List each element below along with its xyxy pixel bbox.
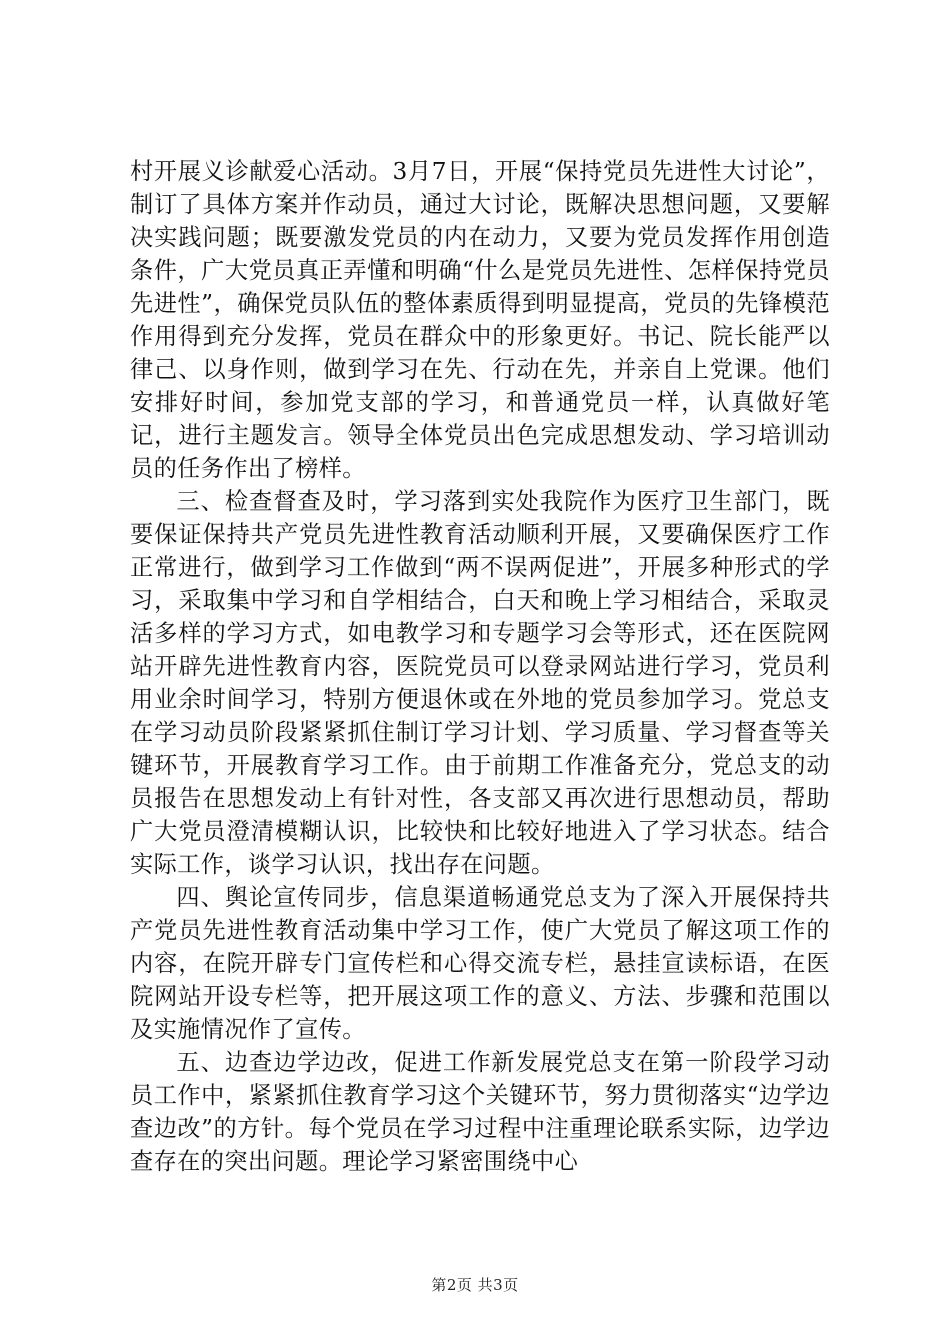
paragraph-section-four: 四、舆论宣传同步，信息渠道畅通党总支为了深入开展保持共产党员先进性教育活动集中学习工作，使广大党员了解这项工作的内容，在院开辟专门宣传栏和心得交流专栏，悬挂宣读标语，在医院网站开设专栏等，把开展这项工作的意义、方法、步骤和范围以及实施情况作了宣传。 — [130, 884, 830, 1043]
document-body — [130, 155, 830, 1178]
paragraph-section-five: 五、边查边学边改，促进工作新发展党总支在第一阶段学习动员工作中，紧紧抓住教育学习这个关键环节，努力贯彻落实“边学边查边改”的方针。每个党员在学习过程中注重理论联系实际，边学边查存在的突出问题。理论学习紧密围绕中心 — [130, 1049, 830, 1175]
paragraph-section-three: 三、检查督查及时，学习落到实处我院作为医疗卫生部门，既要保证保持共产党员先进性教育活动顺利开展，又要确保医疗工作正常进行，做到学习工作做到“两不误两促进”，开展多种形式的学习，采取集中学习和自学相结合，白天和晚上学习相结合，采取灵活多样的学习方式，如电教学习和专题学习会等形式，还在医院网站开辟先进性教育内容，医院党员可以登录网站进行学习，党员利用业余时间学习，特别方便退休或在外地的党员参加学习。党总支在学习动员阶段紧紧抓住制订学习计划、学习质量、学习督查等关键环节，开展教育学习工作。由于前期工作准备充分，党总支的动员报告在思想发动上有针对性，各支部又再次进行思想动员，帮助广大党员澄清模糊认识，比较快和比较好地进入了学习状态。结合实际工作，谈学习认识，找出存在问题。 — [130, 488, 830, 878]
page-number-footer: 第2页 共3页 — [431, 1276, 519, 1294]
paragraph-continuation: 村开展义诊献爱心活动。3月7日，开展“保持党员先进性大讨论”，制订了具体方案并作动员，通过大讨论，既解决思想问题，又要解决实践问题；既要激发党员的内在动力，又要为党员发挥作用创造条件，广大党员真正弄懂和明确“什么是党员先进性、怎样保持党员先进性”，确保党员队伍的整体素质得到明显提高，党员的先锋模范作用得到充分发挥，党员在群众中的形象更好。书记、院长能严以律己、以身作则，做到学习在先、行动在先，并亲自上党课。他们安排好时间，参加党支部的学习，和普通党员一样，认真做好笔记，进行主题发言。领导全体党员出色完成思想发动、学习培训动员的任务作出了榜样。 — [130, 158, 830, 482]
